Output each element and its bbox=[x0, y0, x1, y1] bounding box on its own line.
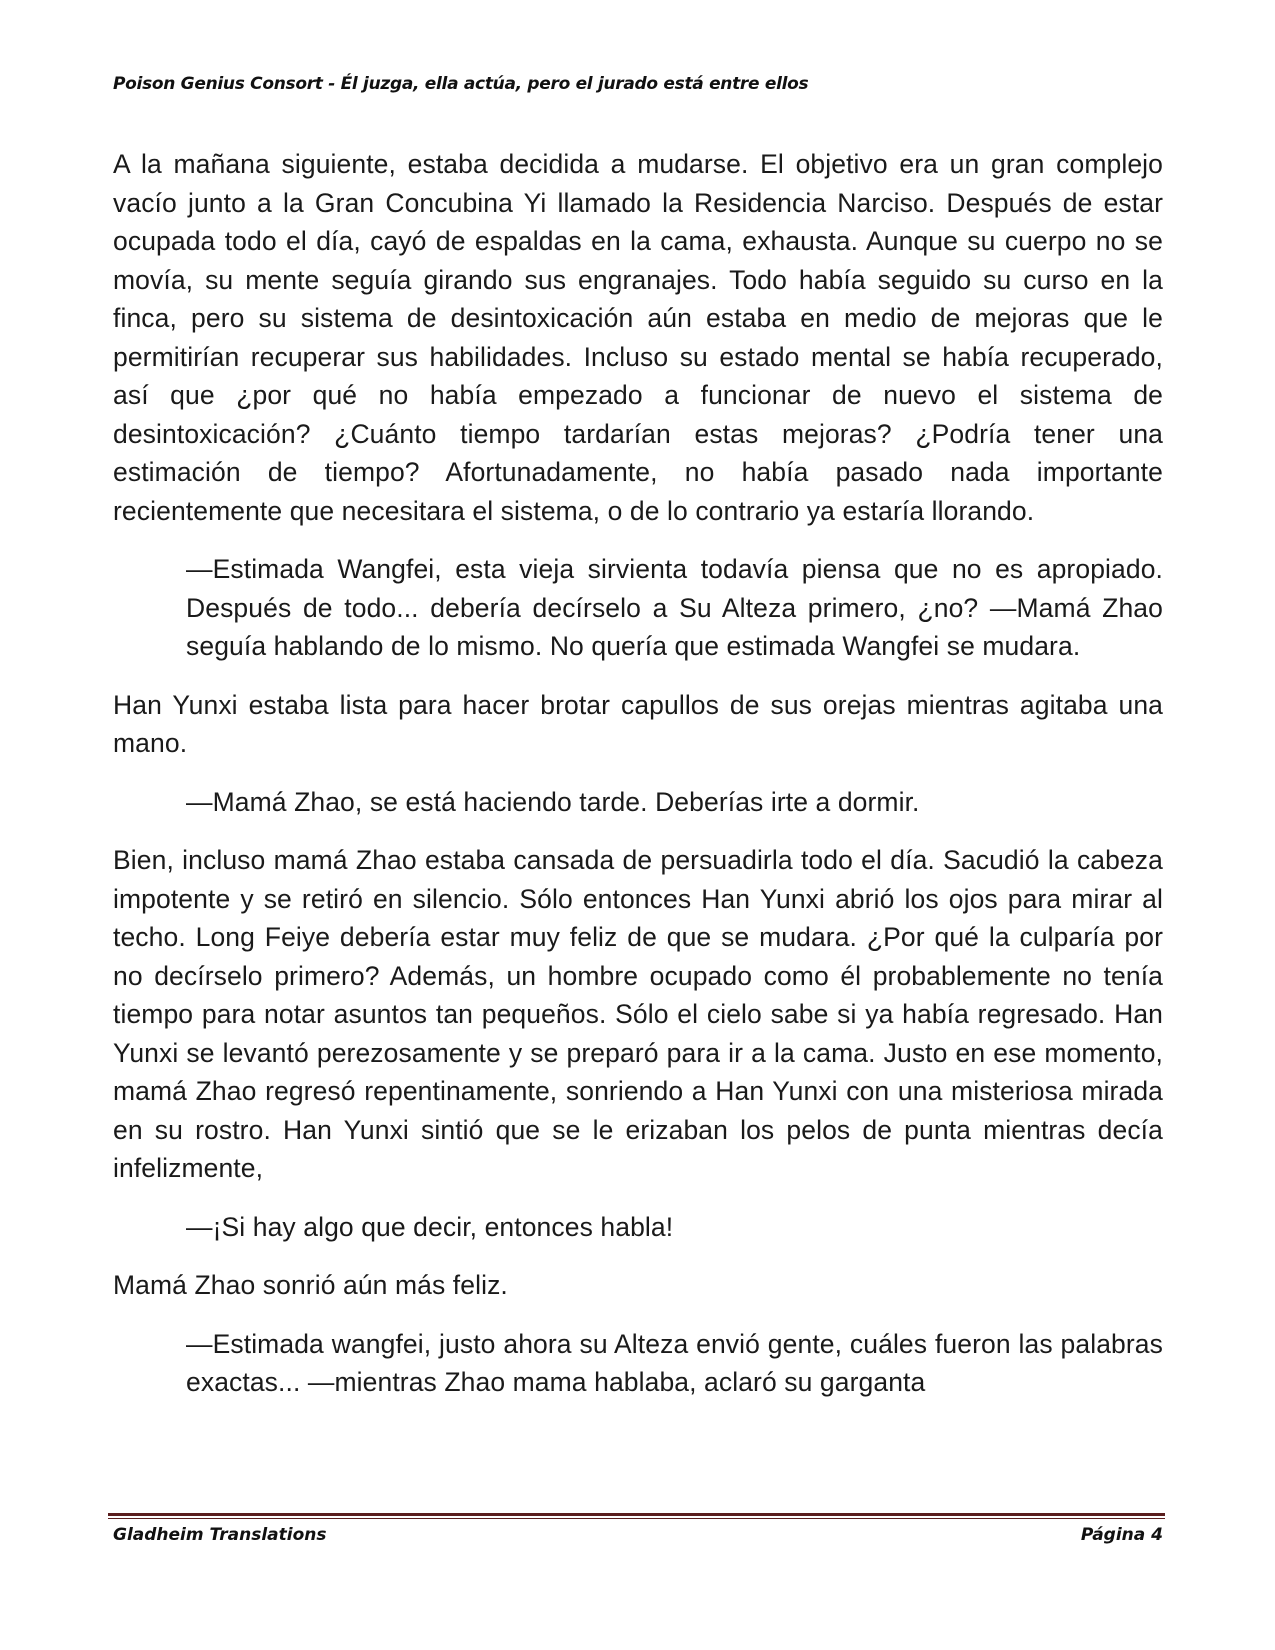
page-number: Página 4 bbox=[1080, 1525, 1163, 1545]
dialogue-paragraph: —Mamá Zhao, se está haciendo tarde. Deberías irte a dormir. bbox=[186, 786, 920, 817]
dialogue-paragraph: —Estimada Wangfei, esta vieja sirvienta todavía piensa que no es apropiado. Después de todo... debería decírselo a Su Alteza primero, ¿no? —Mamá Zhao seguía hablando de lo mismo. No quería que estimada Wangfei se mudara. bbox=[186, 554, 1163, 661]
paragraph: Mamá Zhao sonrió aún más feliz. bbox=[113, 1270, 508, 1300]
running-header: Poison Genius Consort - Él juzga, ella actúa, pero el jurado está entre ellos bbox=[113, 74, 809, 94]
body-text bbox=[113, 145, 1163, 1422]
footer-publisher: Gladheim Translations bbox=[113, 1525, 327, 1545]
paragraph: Han Yunxi estaba lista para hacer brotar capullos de sus orejas mientras agitaba una mano. bbox=[113, 689, 1163, 758]
paragraph: Bien, incluso mamá Zhao estaba cansada de persuadirla todo el día. Sacudió la cabeza impotente y se retiró en silencio. Sólo entonces Han Yunxi abrió los ojos para mirar al techo. Long Feiye debería estar muy feliz de que se mudara. ¿Por qué la culparía por no decírselo primero? Además, un hombre ocupado como él probablemente no tenía tiempo para notar asuntos tan pequeños. Sólo el cielo sabe si ya había regresado. Han Yunxi se levantó perezosamente y se preparó para ir a la cama. Justo en ese momento, mamá Zhao regresó repentinamente, sonriendo a Han Yunxi con una misteriosa mirada en su rostro. Han Yunxi sintió que se le erizaban los pelos de punta mientras decía infelizmente, bbox=[113, 845, 1163, 1183]
paragraph: A la mañana siguiente, estaba decidida a mudarse. El objetivo era un gran complejo vacío junto a la Gran Concubina Yi llamado la Residencia Narciso. Después de estar ocupada todo el día, cayó de espaldas en la cama, exhausta. Aunque su cuerpo no se movía, su mente seguía girando sus engranajes. Todo había seguido su curso en la finca, pero su sistema de desintoxicación aún estaba en medio de mejoras que le permitirían recuperar sus habilidades. Incluso su estado mental se había recuperado, así que ¿por qué no había empezado a funcionar de nuevo el sistema de desintoxicación? ¿Cuánto tiempo tardarían estas mejoras? ¿Podría tener una estimación de tiempo? Afortunadamente, no había pasado nada importante recientemente que necesitara el sistema, o de lo contrario ya estaría llorando. bbox=[113, 149, 1163, 526]
footer-divider bbox=[108, 1513, 1165, 1519]
dialogue-paragraph: —¡Si hay algo que decir, entonces habla! bbox=[186, 1211, 674, 1242]
dialogue-paragraph: —Estimada wangfei, justo ahora su Alteza envió gente, cuáles fueron las palabras exactas... —mientras Zhao mama hablaba, aclaró su garganta bbox=[186, 1328, 1163, 1397]
